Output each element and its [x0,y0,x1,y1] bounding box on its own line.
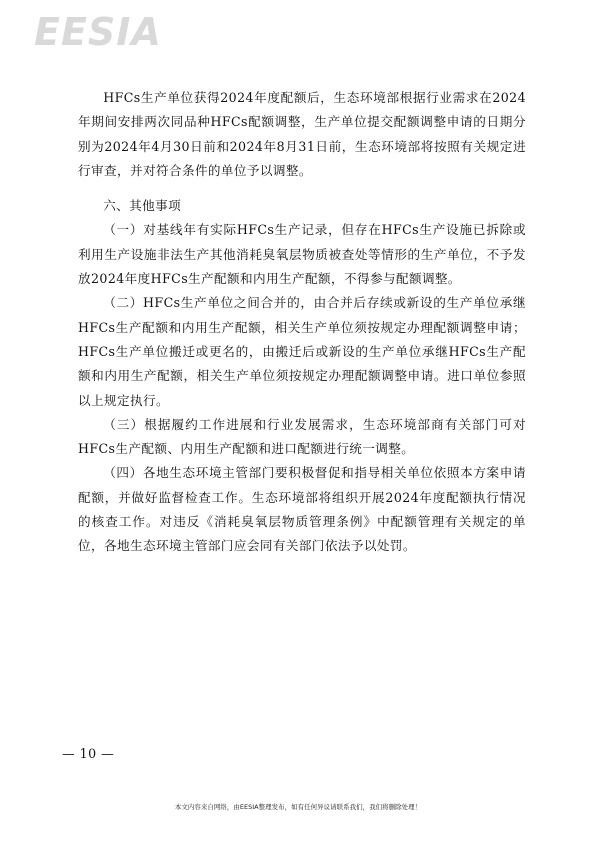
footer-notice: 本文内容来自网络，由EESIA整理发布，如有任何异议请联系我们，我们将删除处理！ [174,803,422,811]
paragraph-item-3: （三）根据履约工作进展和行业发展需求，生态环境部商有关部门可对HFCs生产配额、内用生产配额和进口配额进行统一调整。 [78,416,526,457]
section-heading-other-matters: 六、其他事项 [103,198,182,214]
paragraph-item-4: （四）各地生态环境主管部门要积极督促和指导相关单位依照本方案申请配额，并做好监督检查工作。生态环境部将组织开展2024年度配额执行情况的核查工作。对违反《消耗臭氧层物质管理条例》中配额管理有关规定的单位，各地生态环境主管部门应会同有关部门依法予以处罚。 [78,465,526,554]
paragraph-item-1: （一）对基线年有实际HFCs生产记录，但存在HFCs生产设施已拆除或利用生产设施非法生产其他消耗臭氧层物质被查处等情形的生产单位，不予发放2024年度HFCs生产配额和内用生产配额，不得参与配额调整。 [78,222,526,287]
document-body [78,86,526,559]
paragraph-item-2: （二）HFCs生产单位之间合并的，由合并后存续或新设的生产单位承继HFCs生产配额和内用生产配额，相关生产单位须按规定办理配额调整申请；HFCs生产单位搬迁或更名的，由搬迁后或新设的生产单位承继HFCs生产配额和内用生产配额，相关生产单位须按规定办理配额调整申请。进口单位参照以上规定执行。 [78,295,526,408]
page-number: — 10 — [62,746,115,761]
paragraph-quota-adjustment: HFCs生产单位获得2024年度配额后，生态环境部根据行业需求在2024年期间安排两次同品种HFCs配额调整，生产单位提交配额调整申请的日期分别为2024年4月30日前和2024年8月31日前，生态环境部将按照有关规定进行审查，并对符合条件的单位予以调整。 [78,90,526,178]
eesia-logo: EESIA [34,10,162,54]
